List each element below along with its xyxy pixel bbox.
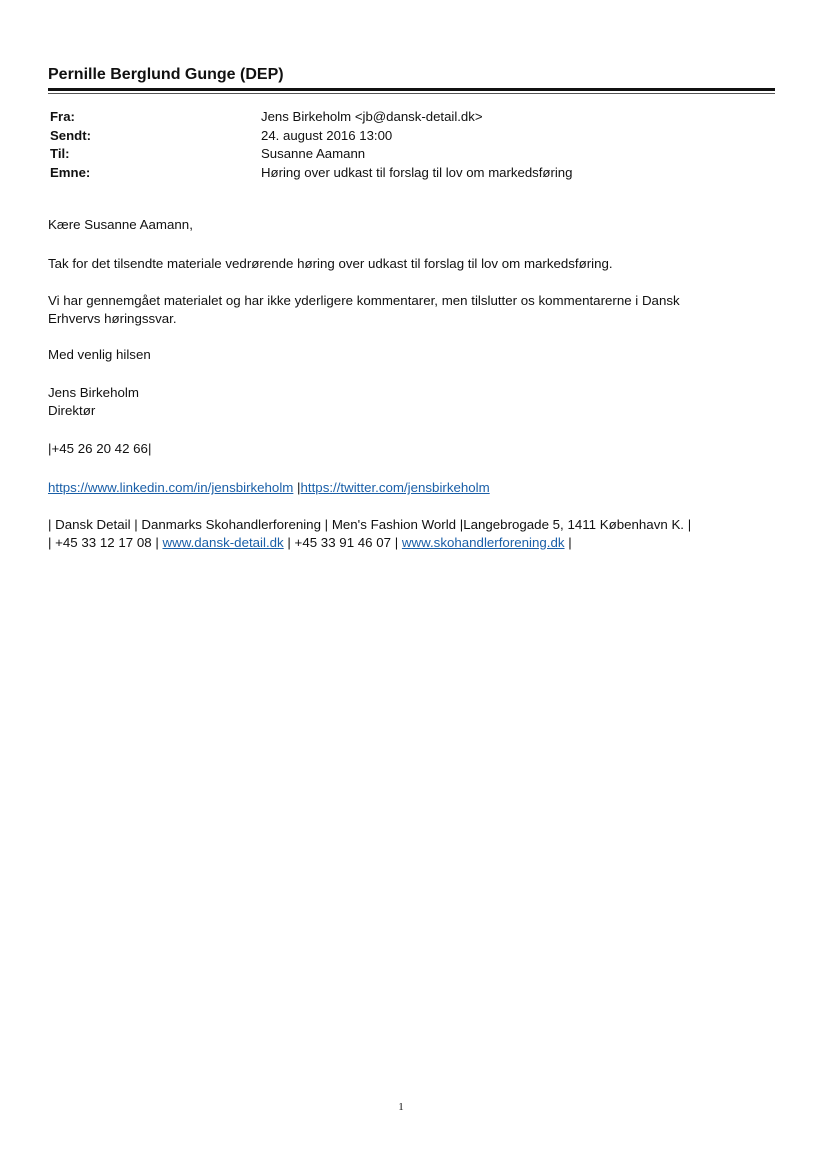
footer-line-2: [48, 534, 808, 552]
closing: Med venlig hilsen: [48, 347, 151, 362]
footer-phone-1: | +45 33 12 17 08 |: [48, 535, 163, 550]
meta-label: Emne:: [50, 164, 91, 180]
header-rule-thin: [48, 93, 775, 94]
footer-line-1: | Dansk Detail | Danmarks Skohandlerforening | Men's Fashion World |Langebrogade 5, 1411 København K. |: [48, 517, 692, 532]
phone: |+45 26 20 42 66|: [48, 441, 152, 456]
meta-value: Susanne Aamann: [261, 146, 366, 161]
meta-value: Jens Birkeholm <jb@dansk-detail.dk>: [261, 109, 483, 124]
social-links: [48, 479, 748, 497]
email-meta: [50, 108, 572, 182]
meta-row-subject: [50, 164, 572, 183]
greeting: Kære Susanne Aamann,: [48, 217, 193, 232]
linkedin-link[interactable]: https://www.linkedin.com/in/jensbirkeholm: [48, 480, 294, 495]
meta-row-to: [50, 145, 572, 164]
footer-end: |: [564, 535, 572, 550]
paragraph-1: Tak for det tilsendte materiale vedrørende høring over udkast til forslag til lov om markedsføring.: [48, 256, 613, 271]
skohandlerforening-link[interactable]: www.skohandlerforening.dk: [401, 535, 565, 550]
page-number: 1: [398, 1101, 404, 1113]
meta-row-from: [50, 108, 572, 127]
paragraph-2-line-1: Vi har gennemgået materialet og har ikke yderligere kommentarer, men tilslutter os kommentarerne i Dansk: [48, 293, 680, 308]
paragraph-2: [48, 292, 748, 328]
link-separator: |: [293, 480, 301, 495]
meta-label: Til:: [50, 146, 70, 161]
meta-row-sent: [50, 127, 572, 146]
meta-value: 24. august 2016 13:00: [261, 127, 393, 143]
signature-title: Direktør: [48, 403, 96, 418]
footer: [48, 516, 808, 552]
meta-label: Fra:: [50, 109, 75, 124]
header-rule: [48, 88, 775, 91]
signature: [48, 384, 748, 420]
meta-value: Høring over udkast til forslag til lov om markedsføring: [261, 164, 573, 180]
footer-phone-2: | +45 33 91 46 07 |: [283, 535, 402, 550]
meta-label: Sendt:: [50, 127, 92, 143]
paragraph-2-line-2: Erhvervs høringssvar.: [48, 311, 177, 326]
dansk-detail-link[interactable]: www.dansk-detail.dk: [162, 535, 284, 550]
signature-name: Jens Birkeholm: [48, 385, 139, 400]
twitter-link[interactable]: https://twitter.com/jensbirkeholm: [300, 480, 490, 495]
page-header: Pernille Berglund Gunge (DEP): [48, 66, 284, 83]
